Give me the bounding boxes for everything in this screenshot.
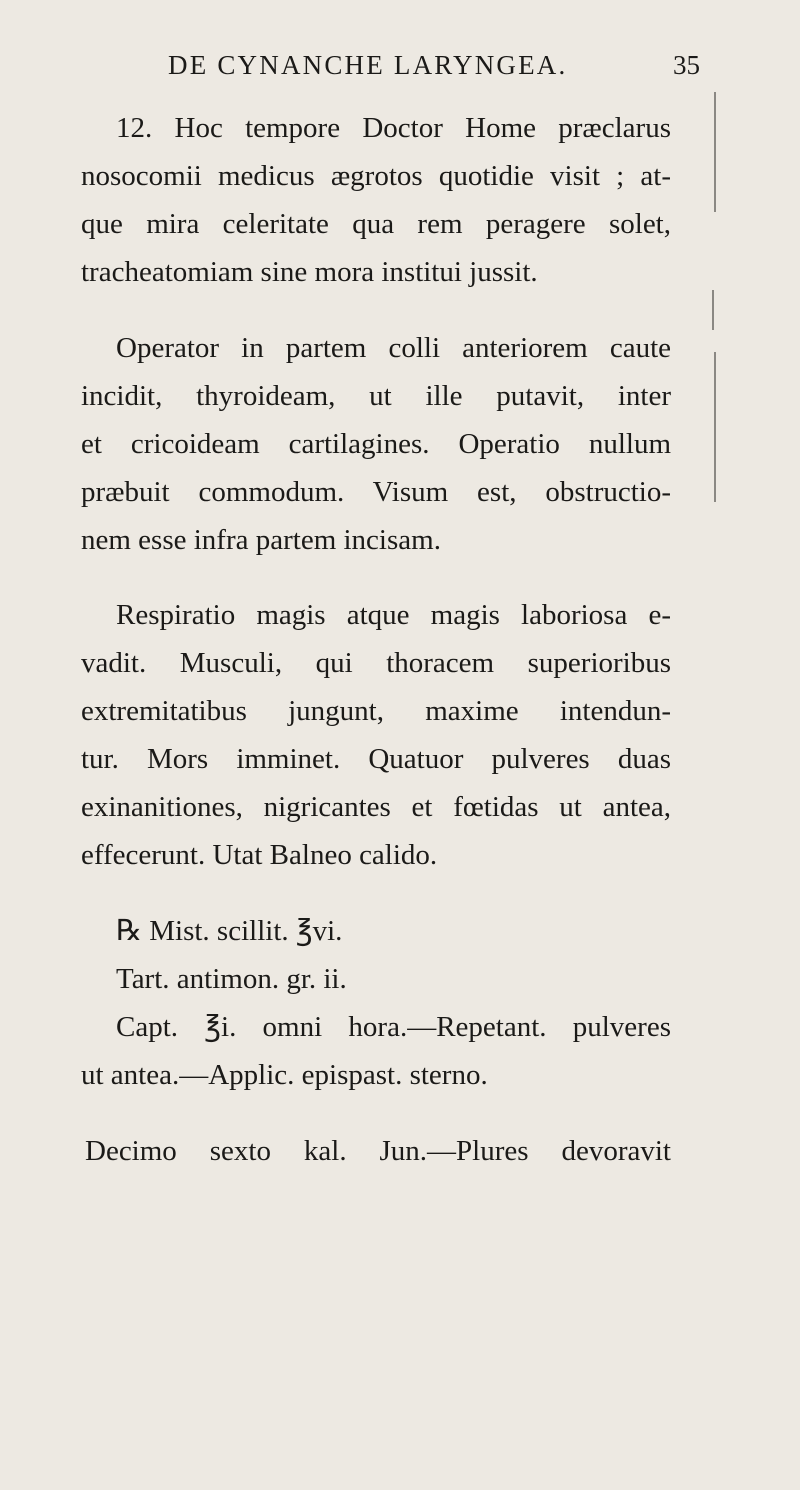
- prescription-line: ut antea.—Applic. epispast. sterno.: [81, 1059, 488, 1091]
- text-line: Respiratio magis atque magis laboriosa e-: [116, 599, 671, 631]
- text-line: effecerunt. Utat Balneo calido.: [81, 839, 438, 871]
- text-line: vadit. Musculi, qui thoracem superioribus: [81, 647, 671, 679]
- page-edge-mark: [714, 92, 716, 212]
- text-line: exinanitiones, nigricantes et fœtidas ut antea,: [81, 791, 671, 823]
- text-line: que mira celeritate qua rem peragere solet,: [81, 208, 671, 240]
- prescription-line: Tart. antimon. gr. ii.: [116, 963, 347, 995]
- text-line: Operator in partem colli anteriorem caute: [116, 332, 671, 364]
- text-line: incidit, thyroideam, ut ille putavit, inter: [81, 380, 671, 412]
- text-line: nosocomii medicus ægrotos quotidie visit ; at-: [81, 160, 671, 192]
- text-line: tur. Mors imminet. Quatuor pulveres duas: [81, 743, 671, 775]
- text-line: præbuit commodum. Visum est, obstructio-: [81, 476, 671, 508]
- text-line: et cricoideam cartilagines. Operatio nullum: [81, 428, 671, 460]
- prescription-line: Capt. ℥i. omni hora.—Repetant. pulveres: [116, 1011, 671, 1043]
- page-edge-mark: [712, 290, 714, 330]
- text-line: extremitatibus jungunt, maxime intendun-: [81, 695, 671, 727]
- text-line: nem esse infra partem incisam.: [81, 524, 441, 556]
- prescription-line: ℞ Mist. scillit. ℥vi.: [116, 915, 343, 947]
- text-line: Decimo sexto kal. Jun.—Plures devoravit: [85, 1135, 671, 1167]
- page-edge-mark: [714, 352, 716, 502]
- running-head-title: DE CYNANCHE LARYNGEA.: [168, 50, 568, 80]
- running-head: [0, 50, 700, 86]
- page-number: 35: [673, 50, 700, 80]
- text-line: 12. Hoc tempore Doctor Home præclarus: [116, 112, 671, 144]
- text-line: tracheatomiam sine mora institui jussit.: [81, 256, 538, 288]
